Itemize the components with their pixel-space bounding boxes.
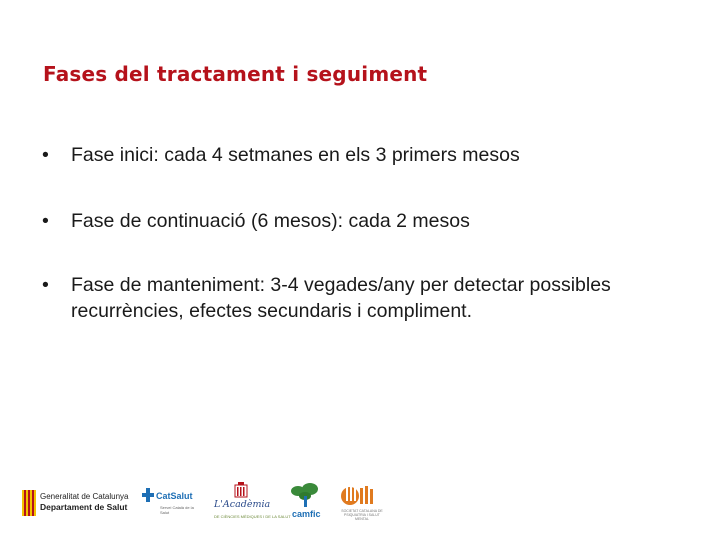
- societat-sub: SOCIETAT CATALANA DE PSIQUIATRIA I SALUT MENTAL: [341, 509, 383, 521]
- academia-crest-icon: [234, 482, 248, 498]
- slide-title: Fases del tractament i seguiment: [43, 62, 428, 86]
- senyera-icon: [22, 490, 36, 516]
- bullet-item: [42, 208, 692, 234]
- catsalut-cross-icon: [142, 488, 154, 502]
- bullet-item: [42, 142, 692, 168]
- camfic-label: camfic: [292, 509, 321, 519]
- bullet-list: [42, 142, 692, 364]
- academia-sub: DE CIÈNCIES MÈDIQUES I DE LA SALUT: [214, 514, 291, 519]
- societat-logo: [340, 484, 384, 524]
- bullet-text: Fase de manteniment: 3-4 vegades/any per detectar possibles recurrències, efectes secundaris i compliment.: [71, 274, 611, 322]
- catsalut-label: CatSalut: [156, 491, 193, 501]
- societat-emblem-icon: [340, 484, 380, 508]
- generalitat-line1: Generalitat de Catalunya: [40, 492, 129, 501]
- generalitat-logo: [22, 490, 132, 524]
- bullet-text: Fase de continuació (6 mesos): cada 2 mesos: [71, 210, 470, 232]
- bullet-marker: •: [42, 144, 49, 166]
- camfic-logo: [288, 482, 328, 522]
- bullet-text: Fase inici: cada 4 setmanes en els 3 primers mesos: [71, 144, 520, 166]
- footer-logos: [22, 480, 402, 524]
- generalitat-line2: Departament de Salut: [40, 502, 128, 512]
- academia-logo: [210, 482, 291, 522]
- catsalut-logo: [142, 488, 202, 522]
- bullet-marker: •: [42, 210, 49, 232]
- bullet-marker: •: [42, 274, 49, 296]
- camfic-tree-icon: [288, 482, 322, 508]
- bullet-item: [42, 272, 692, 324]
- academia-label: L'Acadèmia: [214, 499, 271, 510]
- catsalut-sub: Servei Català de la Salut: [160, 505, 194, 515]
